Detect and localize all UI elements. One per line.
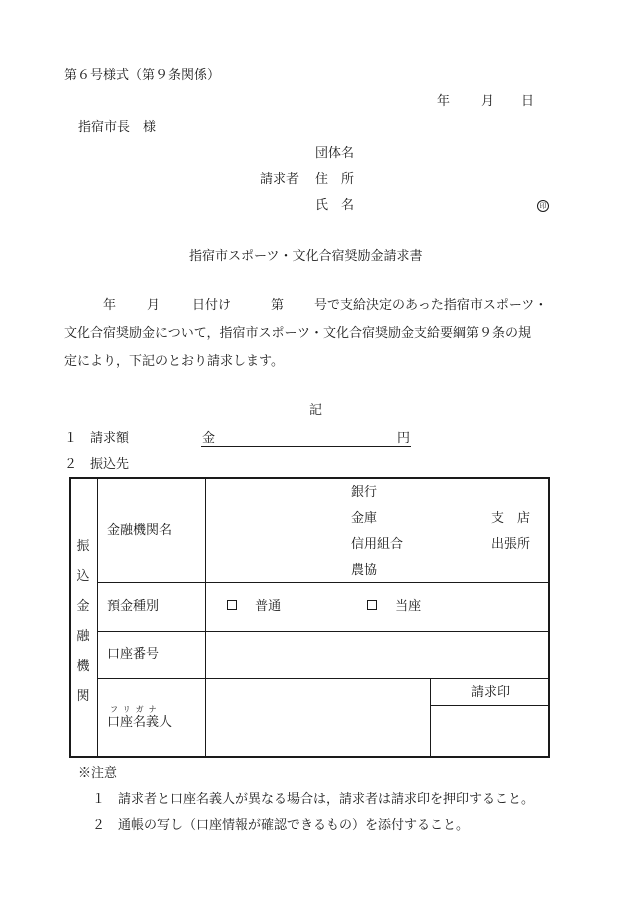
branch-type-branch: 支 店 (491, 511, 531, 526)
seal-box-area[interactable] (436, 710, 544, 752)
seal-mark: 印 (537, 200, 549, 212)
seal-box-divider (430, 679, 431, 757)
checking-checkbox[interactable] (367, 600, 377, 610)
vertical-char-4: 融 (76, 629, 90, 644)
holder-label: 口座名義人 (107, 715, 173, 730)
vertical-char-3: 金 (76, 599, 90, 614)
name-label: 氏 名 (315, 198, 355, 213)
org-label: 団体名 (315, 146, 355, 161)
claimant-label: 請求者 (260, 172, 300, 187)
note-item-2: ２ 通帳の写し（口座情報が確認できるもの）を添付すること。 (92, 818, 470, 833)
deposit-option-checking[interactable] (367, 600, 421, 613)
document-title: 指宿市スポーツ・文化合宿奨励金請求書 (189, 249, 423, 264)
body-month: 月 (147, 298, 161, 313)
transfer-label: ２ 振込先 (64, 457, 130, 472)
bank-type-agricultural: 農協 (351, 563, 378, 578)
body-year: 年 (103, 298, 117, 313)
date-month: 月 (481, 94, 495, 109)
table-divider-label-col (97, 478, 98, 757)
body-dated: 日付け (192, 298, 232, 313)
bank-type-shinkin: 金庫 (351, 511, 378, 526)
amount-label: １ 請求額 (64, 431, 130, 446)
body-number-prefix: 第 (271, 298, 285, 313)
vertical-char-1: 振 (76, 539, 90, 554)
notes-heading: ※注意 (78, 766, 118, 781)
savings-label: 普通 (255, 599, 282, 614)
seal-box-header-divider (431, 705, 549, 706)
account-number-field[interactable] (213, 636, 543, 674)
vertical-char-5: 機 (76, 659, 90, 674)
amount-prefix: 金 (202, 431, 216, 446)
deposit-option-savings[interactable] (227, 600, 281, 613)
table-row-divider-2 (98, 631, 549, 632)
deposit-type-label: 預金種別 (107, 599, 160, 614)
body-line2: 文化合宿奨励金について，指宿市スポーツ・文化合宿奨励金支給要綱第９条の規 (64, 326, 531, 341)
bank-name-label: 金融機関名 (107, 523, 173, 538)
body-line1-rest: 号で支給決定のあった指宿市スポーツ・ (314, 298, 548, 313)
holder-name-field[interactable] (213, 684, 423, 752)
bank-type-bank: 銀行 (351, 485, 378, 500)
bank-type-credit-union: 信用組合 (351, 537, 404, 552)
date-day: 日 (521, 94, 535, 109)
date-year: 年 (437, 94, 451, 109)
table-row-divider-1 (98, 582, 549, 583)
form-number: 第６号様式（第９条関係） (64, 68, 221, 83)
seal-box-label: 請求印 (471, 685, 511, 700)
account-number-label: 口座番号 (107, 647, 160, 662)
vertical-label (76, 532, 90, 712)
vertical-char-2: 込 (76, 569, 90, 584)
address-label: 住 所 (315, 172, 355, 187)
holder-furigana: フリガナ (110, 705, 162, 714)
checking-label: 当座 (395, 599, 422, 614)
body-line3: 定により，下記のとおり請求します。 (64, 354, 284, 369)
vertical-char-6: 関 (76, 689, 90, 704)
addressee: 指宿市長 様 (78, 120, 157, 135)
note-item-1: １ 請求者と口座名義人が異なる場合は，請求者は請求印を押印すること。 (92, 792, 535, 807)
amount-suffix: 円 (397, 431, 411, 446)
amount-underline (201, 446, 411, 447)
ki-mark: 記 (309, 403, 323, 418)
branch-type-office: 出張所 (491, 537, 531, 552)
savings-checkbox[interactable] (227, 600, 237, 610)
table-divider-field-col (205, 478, 206, 757)
table-row-divider-3 (98, 678, 549, 679)
